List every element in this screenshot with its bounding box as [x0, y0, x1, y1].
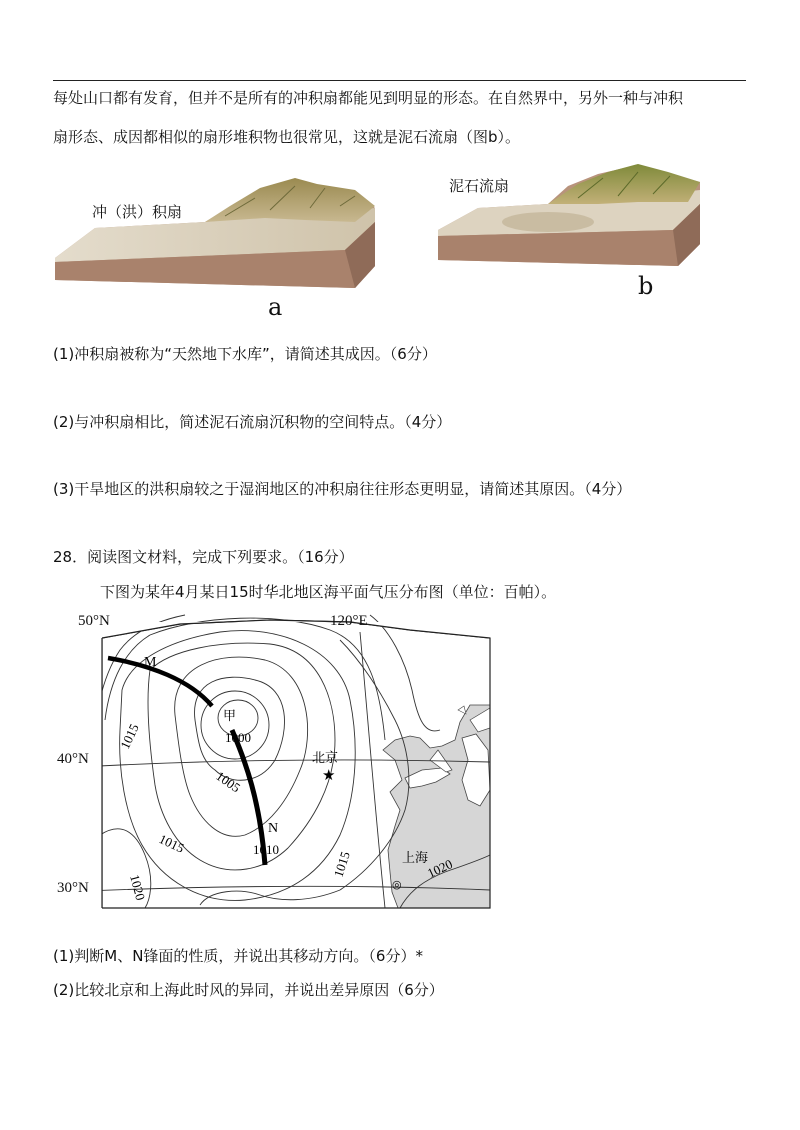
- label-shanghai: 上海: [402, 850, 429, 865]
- lat-label-30n: 30°N: [57, 880, 89, 896]
- intro-line-2: 扇形态、成因都相似的扇形堆积物也很常见，这就是泥石流扇（图b）。: [53, 128, 521, 146]
- top-rule: [53, 80, 746, 81]
- debris-flow-fan-title: 泥石流扇: [449, 177, 510, 195]
- label-M: M: [144, 655, 157, 670]
- yellow-sea-islands: [458, 706, 466, 714]
- lat-label-50n: 50°N: [78, 613, 110, 629]
- isobar-label-1020-southwest: 1020: [127, 872, 149, 902]
- figure-label-a: a: [268, 293, 283, 321]
- isobar-label-1000: 1000: [225, 730, 251, 745]
- question-27-3: (3)干旱地区的洪积扇较之于湿润地区的冲积扇往往形态更明显，请简述其原因。（4分）: [53, 480, 632, 498]
- question-28-heading: 28．阅读图文材料，完成下列要求。（16分）: [53, 548, 354, 566]
- isobar-label-1020-southeast: 1020: [424, 856, 455, 881]
- alluvial-fan-title: 冲（洪）积扇: [92, 203, 183, 221]
- isobar-label-1005: 1005: [213, 768, 244, 796]
- question-27-1: (1)冲积扇被称为“天然地下水库”，请简述其成因。（6分）: [53, 345, 437, 363]
- sea-level-pressure-map: [50, 610, 500, 920]
- label-low-jia: 甲: [223, 708, 237, 723]
- intro-line-1: 每处山口都有发育，但并不是所有的冲积扇都能见到明显的形态。在自然界中，另外一种与冲积: [53, 89, 684, 107]
- alluvial-fan-illustration: [55, 170, 375, 290]
- lon-label-120e: 120°E: [330, 613, 368, 629]
- question-28-intro: 下图为某年4月某日15时华北地区海平面气压分布图（单位：百帕）。: [100, 583, 557, 601]
- label-beijing: 北京: [312, 750, 339, 765]
- isobar-label-1015-west: 1015: [117, 721, 142, 752]
- question-27-2: (2)与冲积扇相比，简述泥石流扇沉积物的空间特点。（4分）: [53, 413, 452, 431]
- shanghai-marker-icon: ◎: [392, 879, 402, 891]
- beijing-star-icon: ★: [322, 768, 336, 784]
- isobar-label-1015-southwest: 1015: [156, 831, 187, 856]
- question-28-1: (1)判断M、N锋面的性质，并说出其移动方向。（6分）*: [53, 947, 423, 965]
- label-N: N: [268, 821, 279, 836]
- longitude-line-120e: [360, 632, 385, 908]
- figure-label-b: b: [638, 272, 654, 300]
- lat-label-40n: 40°N: [57, 751, 89, 767]
- isobar-label-1015-center: 1015: [330, 849, 353, 879]
- isobar-label-1010: 1010: [253, 842, 279, 857]
- question-28-2: (2)比较北京和上海此时风的异同，并说出差异原因（6分）: [53, 981, 444, 999]
